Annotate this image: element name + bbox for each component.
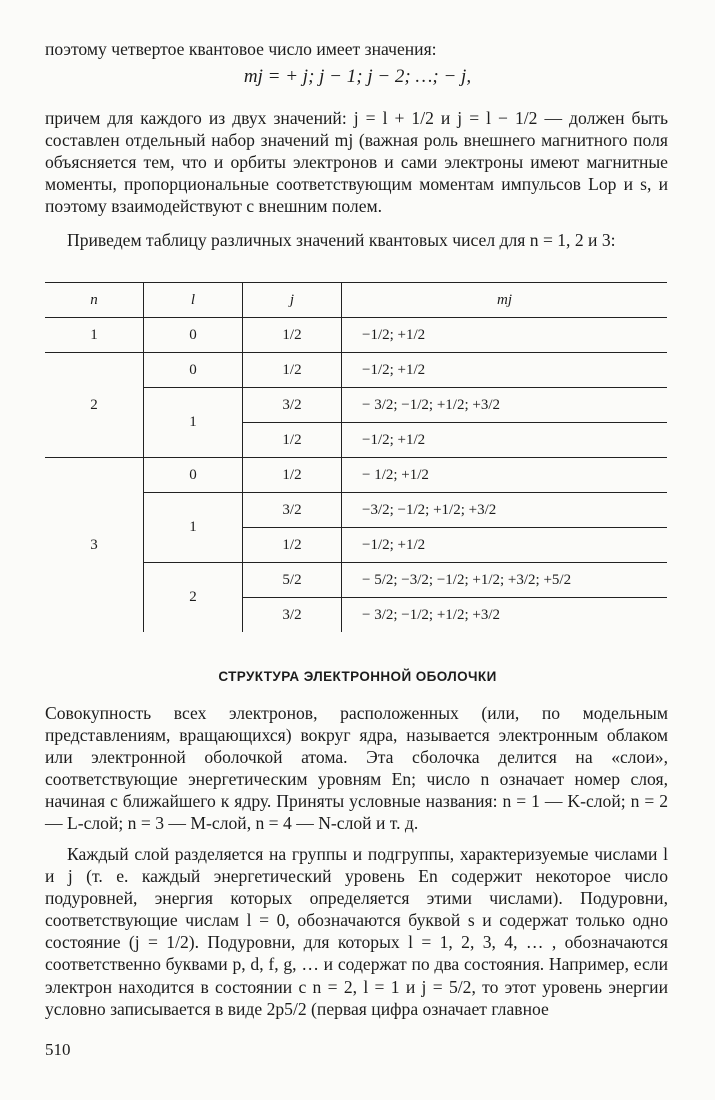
cell-mj: − 3/2; −1/2; +1/2; +3/2 [342,598,668,633]
quantum-numbers-table [45,282,667,632]
paragraph-sublevels: Каждый слой разделяется на группы и подгруппы, характеризуемые числами l и j (т. е. каждый энергетический уровень En содержит некоторое число подуровней, энергия которых определяется этими числами). Подуровни, соответствующие числам l = 0, обозначаются буквой s и содержат только одно состояние (j = 1/2). Подуровни, для которых l = 1, 2, 3, 4, … , обозначаются соответственно буквами p, d, f, g, … и содержат по два состояния. Например, если электрон находится в состоянии с n = 2, l = 1 и j = 5/2, то этот уровень энергии условно записывается в виде 2p5/2 (первая цифра означает главное [45,844,668,1019]
cell-j: 1/2 [243,353,342,388]
cell-mj: − 3/2; −1/2; +1/2; +3/2 [342,388,668,423]
cell-n: 1 [45,318,144,353]
cell-mj: −1/2; +1/2 [342,318,668,353]
paragraph-intro: поэтому четвертое квантовое число имеет значения: [45,39,437,59]
cell-j: 1/2 [243,423,342,458]
cell-mj: − 5/2; −3/2; −1/2; +1/2; +3/2; +5/2 [342,563,668,598]
table-row [45,458,667,493]
cell-l: 1 [144,388,243,458]
formula-mj: mj = + j; j − 1; j − 2; …; − j, [243,66,472,87]
cell-mj: − 1/2; +1/2 [342,458,668,493]
header-n: n [45,283,144,318]
cell-j: 3/2 [243,493,342,528]
cell-j: 1/2 [243,528,342,563]
table-row [45,318,667,353]
cell-l: 0 [144,458,243,493]
page-number: 510 [45,1040,71,1059]
cell-n: 2 [45,353,144,458]
paragraph-table-intro: Приведем таблицу различных значений квантовых чисел для n = 1, 2 и 3: [67,230,616,250]
cell-l: 0 [144,353,243,388]
header-l: l [144,283,243,318]
cell-j: 3/2 [243,388,342,423]
section-heading: СТРУКТУРА ЭЛЕКТРОННОЙ ОБОЛОЧКИ [218,669,497,684]
cell-mj: −1/2; +1/2 [342,423,668,458]
cell-j: 3/2 [243,598,342,633]
cell-l: 0 [144,318,243,353]
cell-l: 1 [144,493,243,563]
table-row [45,353,667,388]
cell-n: 3 [90,536,98,553]
cell-mj: −3/2; −1/2; +1/2; +3/2 [342,493,668,528]
header-mj: mj [342,283,668,318]
cell-j: 1/2 [243,458,342,493]
cell-j: 1/2 [243,318,342,353]
cell-j: 5/2 [243,563,342,598]
cell-mj: −1/2; +1/2 [342,528,668,563]
cell-mj: −1/2; +1/2 [342,353,668,388]
table-header-row [45,283,667,318]
paragraph-mj-sets: причем для каждого из двух значений: j = l + 1/2 и j = l − 1/2 — должен быть составлен отдельный набор значений mj (важная роль внешнего магнитного поля объясняется тем, что и орбиты электронов и сами электроны имеют магнитные моменты, пропорциональные соответствующим моментам импульсов Lop и s, и поэтому взаимодействуют с внешним полем. [45,108,668,217]
paragraph-electron-shell: Совокупность всех электронов, расположенных (или, по модельным представлениям, вращающихся) вокруг ядра, называется электронным облаком или электронной оболочкой атома. Эта сболочка делится на «слои», соответствующие энергетическим уровням En; число n означает номер слоя, начиная с ближайшего к ядру. Приняты условные названия: n = 1 — K-слой; n = 2 — L-слой; n = 3 — M-слой, n = 4 — N-слой и т. д. [45,703,668,834]
header-j: j [243,283,342,318]
cell-l: 2 [144,563,243,633]
